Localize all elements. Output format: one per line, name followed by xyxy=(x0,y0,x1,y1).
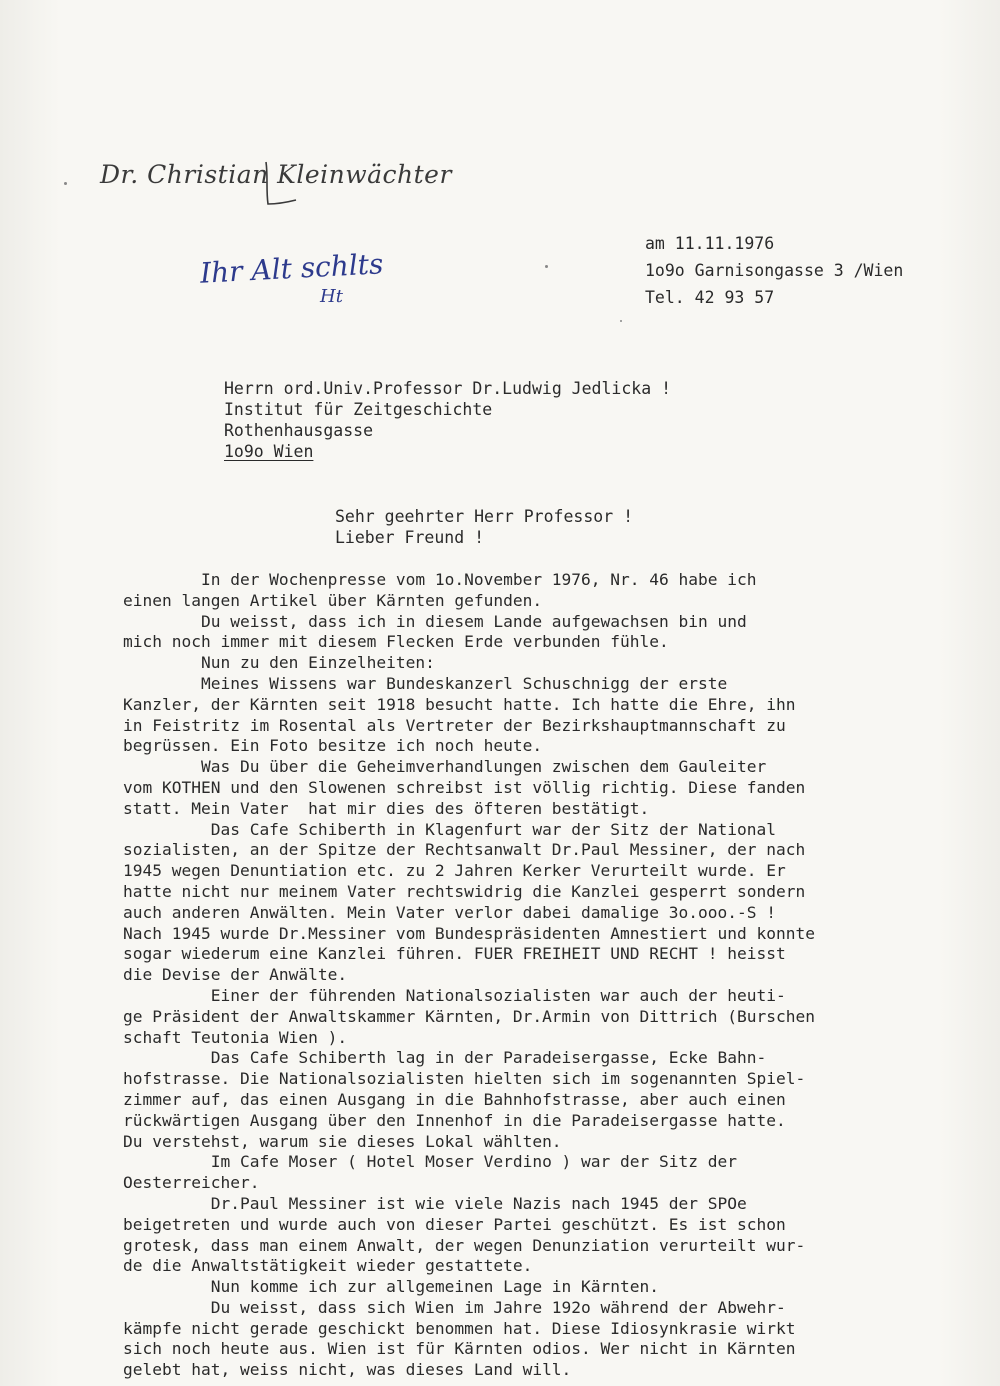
letter-line: die Devise der Anwälte. xyxy=(123,965,348,985)
letter-line: schaft Teutonia Wien ). xyxy=(123,1027,348,1047)
handwritten-mark: Ht xyxy=(320,286,343,307)
letter-line: einen langen Artikel über Kärnten gefunden. xyxy=(123,590,543,610)
letter-line: hatte nicht nur meinem Vater rechtswidrig die Kanzlei gesperrt sondern xyxy=(123,881,806,901)
letter-line: Kanzler, der Kärnten seit 1918 besucht hatte. Ich hatte die Ehre, ihn xyxy=(123,694,796,714)
sender-phone: Tel. 42 93 57 xyxy=(645,288,775,307)
letter-line: In der Wochenpresse vom 1o.November 1976, Nr. 46 habe ich xyxy=(123,570,757,589)
letter-line: mich noch immer mit diesem Flecken Erde verbunden fühle. xyxy=(123,632,669,652)
letter-line: Oesterreicher. xyxy=(123,1173,260,1193)
letter-line: hofstrasse. Die Nationalsozialisten hielten sich im sogenannten Spiel- xyxy=(123,1069,806,1089)
letter-line: Das Cafe Schiberth lag in der Paradeisergasse, Ecke Bahn- xyxy=(123,1048,767,1068)
letter-line: gelebt hat, weiss nicht, was dieses Land will. xyxy=(123,1360,572,1380)
letter-line: Im Cafe Moser ( Hotel Moser Verdino ) war der Sitz der xyxy=(123,1152,737,1172)
letter-line: de die Anwaltstätigkeit wieder gestattete. xyxy=(123,1256,533,1276)
letterhead-flourish xyxy=(262,160,298,208)
recipient-street: Rothenhausgasse xyxy=(224,421,374,440)
letter-line: beigetreten und wurde auch von dieser Partei geschützt. Es ist schon xyxy=(123,1214,786,1234)
letter-line: Das Cafe Schiberth in Klagenfurt war der Sitz der National xyxy=(123,819,776,839)
letter-line: Du weisst, dass ich in diesem Lande aufgewachsen bin und xyxy=(123,611,747,631)
sender-block xyxy=(645,230,903,311)
letter-line: 1945 wegen Denuntiation etc. zu 2 Jahren Kerker Verurteilt wurde. Er xyxy=(123,861,786,881)
letter-line: in Feistritz im Rosental als Vertreter der Bezirkshauptmannschaft zu xyxy=(123,715,786,735)
salutation-formal: Sehr geehrter Herr Professor ! xyxy=(335,507,634,526)
recipient-city: 1o9o Wien xyxy=(224,442,314,461)
letter-line: Einer der führenden Nationalsozialisten war auch der heuti- xyxy=(123,985,786,1005)
letter-line: Was Du über die Geheimverhandlungen zwischen dem Gauleiter xyxy=(123,757,767,777)
letter-line: sich noch heute aus. Wien ist für Kärnten odios. Wer nicht in Kärnten xyxy=(123,1339,796,1359)
letter-line: Dr.Paul Messiner ist wie viele Nazis nach 1945 der SPOe xyxy=(123,1193,747,1213)
letter-line: vom KOTHEN und den Slowenen schreibst ist völlig richtig. Diese fanden xyxy=(123,777,806,797)
letter-line: Nun zu den Einzelheiten: xyxy=(123,653,435,673)
paper-speck xyxy=(545,265,548,268)
letter-line: grotesk, dass man einem Anwalt, der wegen Denunziation verurteilt wur- xyxy=(123,1235,806,1255)
letter-line: sogar wiederum eine Kanzlei führen. FUER FREIHEIT UND RECHT ! heisst xyxy=(123,944,786,964)
letter-line: rückwärtigen Ausgang über den Innenhof in die Paradeisergasse hatte. xyxy=(123,1110,786,1130)
letter-line: ge Präsident der Anwaltskammer Kärnten, Dr.Armin von Dittrich (Burschen xyxy=(123,1006,815,1026)
recipient-block xyxy=(224,378,671,462)
letterhead-name: Dr. Christian Kleinwächter xyxy=(100,160,452,189)
paper-speck xyxy=(64,182,67,185)
letter-date: am 11.11.1976 xyxy=(645,234,775,253)
letter-body xyxy=(123,570,993,1381)
sender-address: 1o9o Garnisongasse 3 /Wien xyxy=(645,261,904,280)
salutation-block xyxy=(335,506,633,548)
letter-line: statt. Mein Vater hat mir dies des öfteren bestätigt. xyxy=(123,798,650,818)
letter-line: Meines Wissens war Bundeskanzerl Schuschnigg der erste xyxy=(123,673,728,693)
recipient-name: Herrn ord.Univ.Professor Dr.Ludwig Jedlicka ! xyxy=(224,379,672,398)
salutation-personal: Lieber Freund ! xyxy=(335,528,485,547)
letter-line: Du weisst, dass sich Wien im Jahre 192o während der Abwehr- xyxy=(123,1297,786,1317)
letter-line: Nach 1945 wurde Dr.Messiner vom Bundespräsidenten Amnestiert und konnte xyxy=(123,923,815,943)
recipient-institute: Institut für Zeitgeschichte xyxy=(224,400,493,419)
handwritten-note: Ihr Alt schlts xyxy=(199,247,385,290)
letter-line: kämpfe nicht gerade geschickt benommen hat. Diese Idiosynkrasie wirkt xyxy=(123,1318,796,1338)
paper-speck xyxy=(620,320,622,322)
letter-line: zimmer auf, das einen Ausgang in die Bahnhofstrasse, aber auch einen xyxy=(123,1089,786,1109)
letter-line: sozialisten, an der Spitze der Rechtsanwalt Dr.Paul Messiner, der nach xyxy=(123,840,806,860)
letter-line: Du verstehst, warum sie dieses Lokal wählten. xyxy=(123,1131,562,1151)
letter-line: begrüssen. Ein Foto besitze ich noch heute. xyxy=(123,736,543,756)
letter-line: Nun komme ich zur allgemeinen Lage in Kärnten. xyxy=(123,1277,660,1297)
letter-line: auch anderen Anwälten. Mein Vater verlor dabei damalige 3o.ooo.-S ! xyxy=(123,902,776,922)
